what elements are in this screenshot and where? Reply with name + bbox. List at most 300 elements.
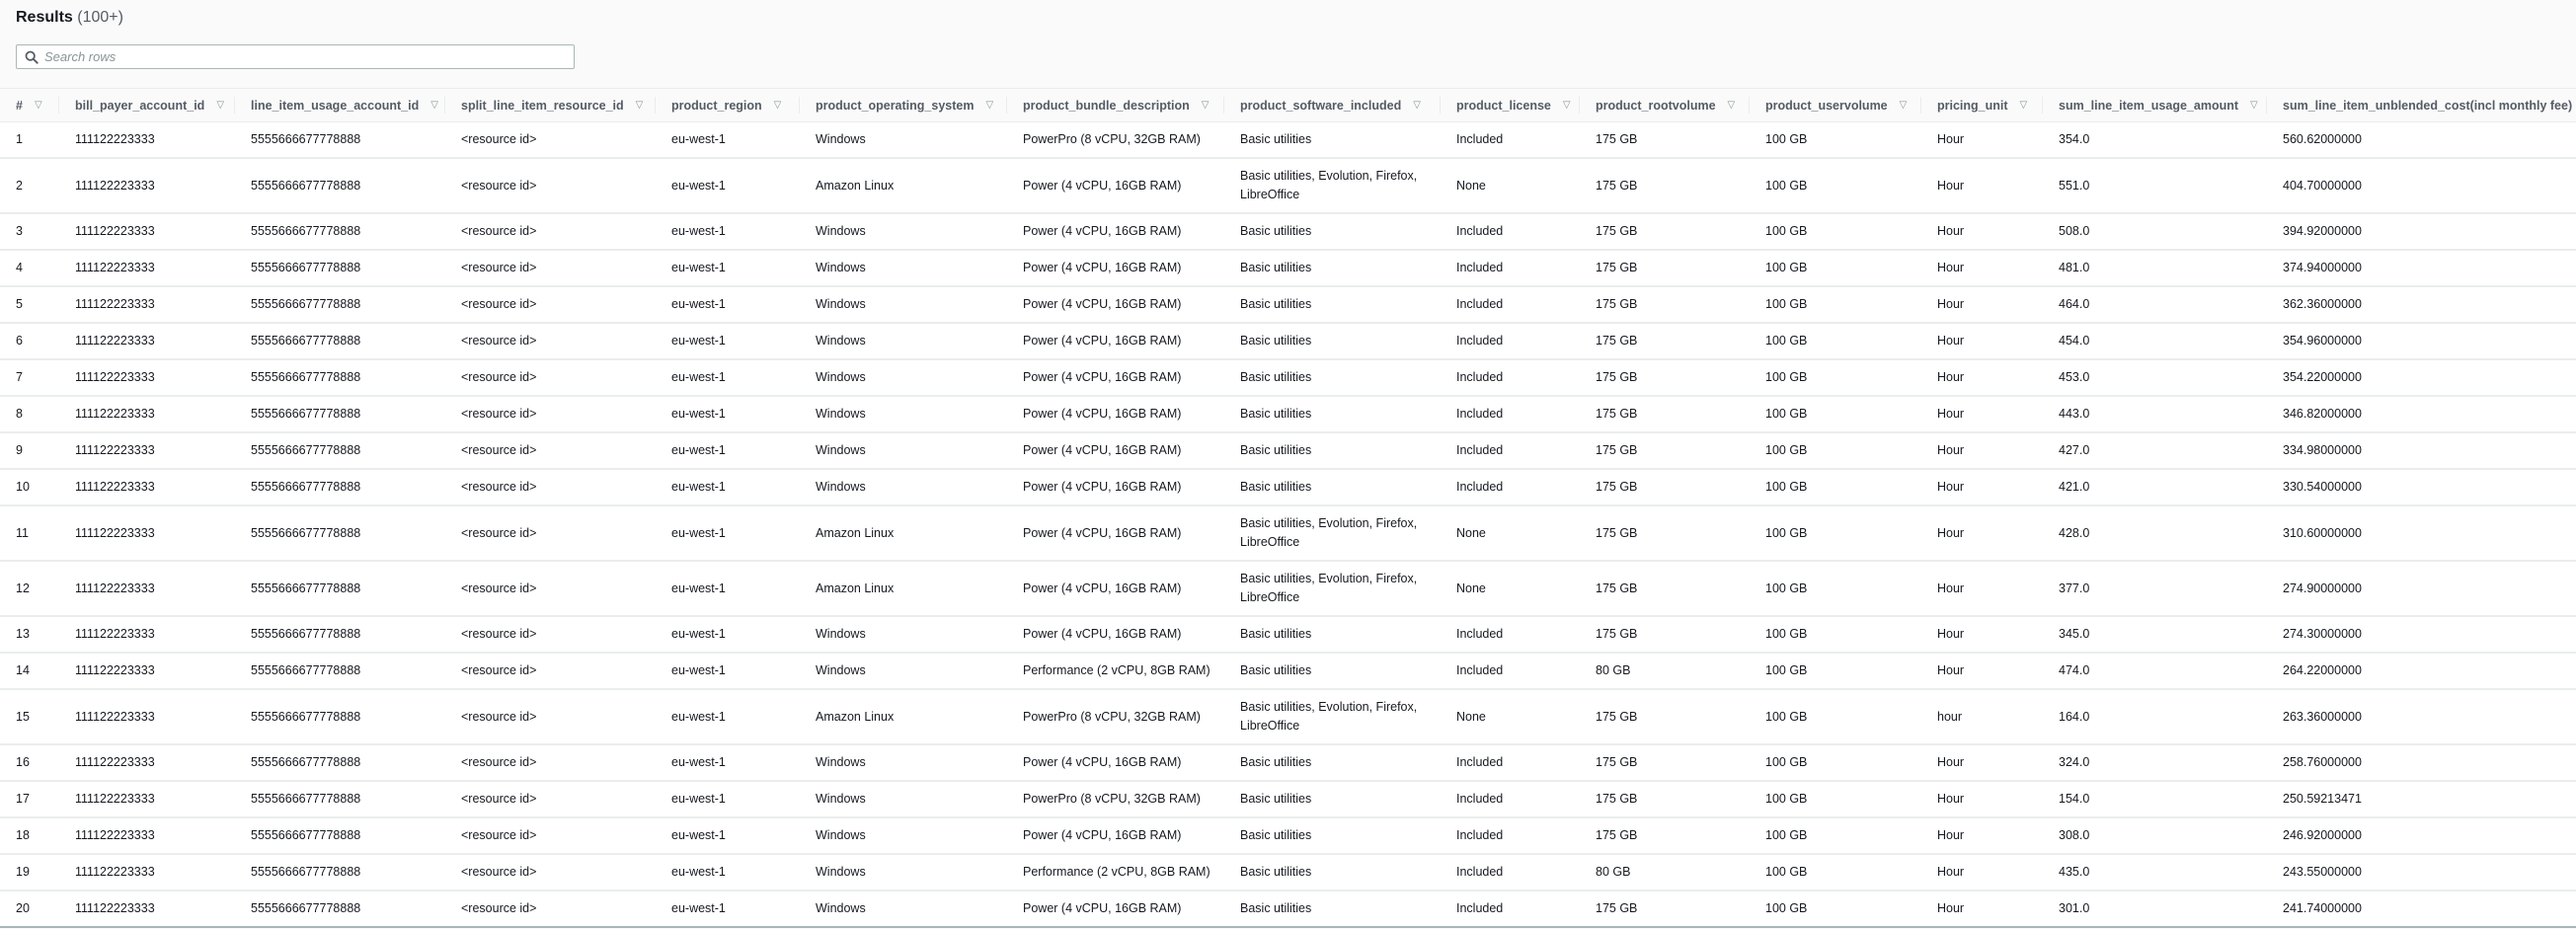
table-cell [1921, 653, 2043, 689]
table-cell [1224, 250, 1441, 286]
cell-value: 19 [16, 865, 30, 879]
table-cell [1750, 744, 1921, 781]
cell-value: PowerPro (8 vCPU, 32GB RAM) [1023, 792, 1201, 806]
cell-value: 345.0 [2059, 627, 2090, 641]
cell-value: 12 [16, 581, 30, 595]
table-cell [1750, 653, 1921, 689]
search-rows-input[interactable] [44, 49, 574, 64]
cell-value: eu-west-1 [671, 755, 726, 769]
table-row[interactable] [0, 432, 2576, 469]
results-title [16, 8, 123, 28]
cell-value: 175 GB [1596, 581, 1638, 595]
table-cell [800, 505, 1007, 561]
column-header[interactable] [2267, 89, 2576, 122]
table-cell [0, 469, 59, 505]
cell-value: Amazon Linux [816, 525, 895, 540]
table-cell [1750, 323, 1921, 359]
cell-value: eu-west-1 [671, 334, 726, 348]
table-row[interactable] [0, 744, 2576, 781]
cell-value: 111122223333 [75, 792, 155, 806]
column-header-inner [2283, 99, 2576, 113]
cell-value: Included [1456, 792, 1504, 806]
table-cell [59, 286, 235, 323]
cell-value: 346.82000000 [2283, 407, 2362, 421]
column-header[interactable] [1580, 89, 1750, 122]
table-cell [656, 286, 800, 323]
table-cell [2267, 854, 2576, 890]
column-header[interactable] [59, 89, 235, 122]
cell-value: Included [1456, 627, 1504, 641]
cell-value: Windows [816, 480, 866, 494]
sort-triangle-icon[interactable]: ▽ [635, 100, 644, 111]
table-cell [1750, 689, 1921, 744]
table-row[interactable] [0, 781, 2576, 817]
sort-triangle-icon[interactable]: ▽ [1562, 100, 1571, 111]
table-cell [1750, 359, 1921, 396]
table-cell [1580, 213, 1750, 250]
table-row[interactable] [0, 158, 2576, 213]
cell-value: eu-west-1 [671, 370, 726, 384]
table-cell [59, 781, 235, 817]
sort-triangle-icon[interactable]: ▽ [1413, 100, 1421, 111]
cell-value: 164.0 [2059, 709, 2090, 724]
cell-value: 394.92000000 [2283, 224, 2362, 238]
cell-value: 481.0 [2059, 261, 2090, 274]
cell-value: None [1456, 581, 1486, 595]
cell-value: Included [1456, 901, 1504, 915]
table-cell [1224, 359, 1441, 396]
cell-value: None [1456, 709, 1486, 724]
table-cell [2043, 250, 2267, 286]
column-header[interactable] [656, 89, 800, 122]
table-cell [1580, 689, 1750, 744]
cell-value: eu-west-1 [671, 178, 726, 193]
cell-value: Windows [816, 297, 866, 311]
table-cell [2043, 689, 2267, 744]
table-cell [1007, 286, 1224, 323]
cell-value: 111122223333 [75, 224, 155, 238]
table-cell [235, 250, 445, 286]
cell-value: 334.98000000 [2283, 443, 2362, 457]
table-cell [59, 505, 235, 561]
table-cell [1441, 213, 1580, 250]
column-header[interactable] [1007, 89, 1224, 122]
cell-value: 111122223333 [75, 865, 155, 879]
table-cell [1224, 122, 1441, 159]
table-cell [800, 286, 1007, 323]
column-header[interactable] [1441, 89, 1580, 122]
table-cell [800, 781, 1007, 817]
table-cell [235, 781, 445, 817]
table-row[interactable] [0, 505, 2576, 561]
cell-value: <resource id> [461, 663, 537, 677]
column-header-label: split_line_item_resource_id [461, 98, 624, 113]
table-cell [2267, 689, 2576, 744]
column-header[interactable] [1224, 89, 1441, 122]
column-header[interactable] [1921, 89, 2043, 122]
cell-value: Basic utilities [1240, 224, 1312, 238]
table-cell [1224, 781, 1441, 817]
table-row[interactable] [0, 359, 2576, 396]
cell-value: 5555666677778888 [251, 178, 361, 193]
cell-value: 111122223333 [75, 178, 155, 193]
table-cell [235, 744, 445, 781]
cell-value: 154.0 [2059, 792, 2090, 806]
cell-value: 111122223333 [75, 828, 155, 842]
table-cell [1750, 781, 1921, 817]
sort-triangle-icon[interactable]: ▽ [216, 100, 225, 111]
cell-value: 5555666677778888 [251, 627, 361, 641]
table-cell [1224, 505, 1441, 561]
table-cell [800, 250, 1007, 286]
cell-value: Included [1456, 334, 1504, 348]
table-cell [1441, 122, 1580, 159]
table-cell [1580, 781, 1750, 817]
column-header-inner [1596, 99, 1750, 113]
sort-triangle-icon[interactable]: ▽ [1201, 100, 1210, 111]
table-cell [59, 213, 235, 250]
column-header[interactable] [0, 89, 59, 122]
cell-value: 175 GB [1596, 828, 1638, 842]
column-header[interactable] [445, 89, 656, 122]
table-cell [0, 286, 59, 323]
cell-value: 274.90000000 [2283, 581, 2362, 595]
table-cell [445, 561, 656, 616]
table-cell [2043, 653, 2267, 689]
column-header-label: product_license [1456, 98, 1551, 113]
sort-triangle-icon[interactable]: ▽ [34, 100, 42, 111]
table-cell [1224, 616, 1441, 653]
table-cell [1441, 359, 1580, 396]
table-row[interactable] [0, 323, 2576, 359]
table-cell [1921, 781, 2043, 817]
table-cell [656, 781, 800, 817]
cell-value: 100 GB [1765, 709, 1808, 724]
search-rows-field[interactable] [16, 44, 575, 69]
table-cell [1007, 653, 1224, 689]
table-cell [800, 616, 1007, 653]
table-cell [59, 689, 235, 744]
cell-value: Basic utilities, Evolution, Firefox, LibreOffice [1240, 572, 1418, 604]
cell-value: Power (4 vCPU, 16GB RAM) [1023, 901, 1182, 915]
table-cell [800, 432, 1007, 469]
cell-value: <resource id> [461, 261, 537, 274]
table-cell [59, 122, 235, 159]
table-cell [235, 359, 445, 396]
table-cell [2267, 250, 2576, 286]
table-cell [2267, 817, 2576, 854]
cell-value: None [1456, 178, 1486, 193]
cell-value: eu-west-1 [671, 525, 726, 540]
table-cell [1441, 744, 1580, 781]
table-cell [445, 616, 656, 653]
table-cell [445, 286, 656, 323]
cell-value: 464.0 [2059, 297, 2090, 311]
table-cell [1921, 122, 2043, 159]
cell-value: 175 GB [1596, 370, 1638, 384]
table-cell [1224, 689, 1441, 744]
table-cell [0, 890, 59, 926]
table-cell [1580, 250, 1750, 286]
table-cell [1580, 653, 1750, 689]
sort-triangle-icon[interactable]: ▽ [1899, 100, 1908, 111]
table-cell [1921, 561, 2043, 616]
table-cell [1441, 250, 1580, 286]
sort-triangle-icon[interactable]: ▽ [1727, 100, 1736, 111]
cell-value: 15 [16, 709, 30, 724]
cell-value: Hour [1937, 525, 1965, 540]
table-row[interactable] [0, 689, 2576, 744]
cell-value: 9 [16, 443, 23, 457]
cell-value: eu-west-1 [671, 627, 726, 641]
table-cell [235, 469, 445, 505]
cell-value: 5555666677778888 [251, 334, 361, 348]
cell-value: <resource id> [461, 627, 537, 641]
cell-value: Performance (2 vCPU, 8GB RAM) [1023, 663, 1210, 677]
cell-value: Windows [816, 132, 866, 146]
cell-value: <resource id> [461, 709, 537, 724]
cell-value: Basic utilities [1240, 792, 1312, 806]
sort-triangle-icon[interactable]: ▽ [773, 100, 782, 111]
cell-value: 111122223333 [75, 755, 155, 769]
table-cell [1750, 561, 1921, 616]
cell-value: <resource id> [461, 901, 537, 915]
table-cell [800, 122, 1007, 159]
table-cell [1580, 323, 1750, 359]
column-header-label: # [16, 98, 23, 113]
cell-value: PowerPro (8 vCPU, 32GB RAM) [1023, 709, 1201, 724]
table-row[interactable] [0, 286, 2576, 323]
table-cell [235, 561, 445, 616]
sort-triangle-icon[interactable]: ▽ [2019, 100, 2028, 111]
cell-value: Basic utilities [1240, 132, 1312, 146]
table-cell [1224, 854, 1441, 890]
cell-value: Power (4 vCPU, 16GB RAM) [1023, 581, 1182, 595]
table-cell [2043, 817, 2267, 854]
table-row[interactable] [0, 653, 2576, 689]
cell-value: 100 GB [1765, 480, 1808, 494]
column-header-inner [251, 99, 445, 113]
cell-value: 100 GB [1765, 901, 1808, 915]
table-cell [2043, 469, 2267, 505]
cell-value: <resource id> [461, 178, 537, 193]
table-cell [1007, 213, 1224, 250]
cell-value: Hour [1937, 178, 1965, 193]
table-row[interactable] [0, 213, 2576, 250]
table-row[interactable] [0, 890, 2576, 926]
table-cell [0, 359, 59, 396]
table-row[interactable] [0, 396, 2576, 432]
column-header-inner [16, 99, 59, 113]
cell-value: Basic utilities [1240, 297, 1312, 311]
table-body [0, 122, 2576, 927]
table-cell [2267, 432, 2576, 469]
cell-value: <resource id> [461, 224, 537, 238]
cell-value: eu-west-1 [671, 443, 726, 457]
cell-value: <resource id> [461, 334, 537, 348]
table-cell [1007, 781, 1224, 817]
table-cell [2043, 744, 2267, 781]
table-cell [1007, 250, 1224, 286]
cell-value: Power (4 vCPU, 16GB RAM) [1023, 407, 1182, 421]
table-cell [800, 817, 1007, 854]
table-cell [1750, 286, 1921, 323]
table-cell [1921, 250, 2043, 286]
table-cell [1007, 890, 1224, 926]
table-cell [2043, 158, 2267, 213]
table-cell [235, 122, 445, 159]
table-cell [2267, 890, 2576, 926]
cell-value: Windows [816, 443, 866, 457]
table-cell [656, 854, 800, 890]
table-cell [2043, 854, 2267, 890]
column-header-label: product_software_included [1240, 98, 1402, 113]
cell-value: 111122223333 [75, 443, 155, 457]
cell-value: None [1456, 525, 1486, 540]
cell-value: 175 GB [1596, 334, 1638, 348]
table-row[interactable] [0, 561, 2576, 616]
table-cell [59, 158, 235, 213]
table-row[interactable] [0, 250, 2576, 286]
table-cell [2043, 561, 2267, 616]
cell-value: 2 [16, 178, 23, 193]
table-cell [235, 689, 445, 744]
cell-value: 100 GB [1765, 865, 1808, 879]
table-cell [656, 561, 800, 616]
table-cell [1441, 817, 1580, 854]
table-cell [1921, 286, 2043, 323]
table-cell [1921, 469, 2043, 505]
cell-value: Hour [1937, 407, 1965, 421]
table-row[interactable] [0, 616, 2576, 653]
table-cell [1441, 561, 1580, 616]
table-cell [1580, 561, 1750, 616]
table-row[interactable] [0, 854, 2576, 890]
table-cell [1007, 854, 1224, 890]
column-header-label: pricing_unit [1937, 98, 2008, 113]
table-cell [0, 817, 59, 854]
table-cell [1007, 469, 1224, 505]
sort-triangle-icon[interactable]: ▽ [985, 100, 994, 111]
column-header-label: line_item_usage_account_id [251, 98, 420, 113]
cell-value: 301.0 [2059, 901, 2090, 915]
column-header[interactable] [800, 89, 1007, 122]
cell-value: Hour [1937, 297, 1965, 311]
table-cell [0, 396, 59, 432]
cell-value: 3 [16, 224, 23, 238]
cell-value: 5555666677778888 [251, 480, 361, 494]
sort-triangle-icon[interactable]: ▽ [2250, 100, 2258, 111]
cell-value: 1 [16, 132, 23, 146]
column-header[interactable] [1750, 89, 1921, 122]
table-cell [1007, 561, 1224, 616]
table-cell [235, 817, 445, 854]
table-cell [445, 359, 656, 396]
table-row[interactable] [0, 122, 2576, 159]
cell-value: Power (4 vCPU, 16GB RAM) [1023, 525, 1182, 540]
table-cell [235, 890, 445, 926]
table-cell [2043, 890, 2267, 926]
table-cell [800, 689, 1007, 744]
table-cell [445, 158, 656, 213]
column-header-inner [1240, 99, 1441, 113]
cell-value: 8 [16, 407, 23, 421]
table-cell [2267, 781, 2576, 817]
table-cell [1580, 744, 1750, 781]
table-cell [1921, 616, 2043, 653]
table-cell [1750, 122, 1921, 159]
cell-value: 5 [16, 297, 23, 311]
table-cell [656, 158, 800, 213]
cell-value: Hour [1937, 581, 1965, 595]
cell-value: 100 GB [1765, 407, 1808, 421]
table-cell [0, 432, 59, 469]
cell-value: Hour [1937, 828, 1965, 842]
cell-value: 111122223333 [75, 663, 155, 677]
cell-value: 100 GB [1765, 261, 1808, 274]
table-cell [0, 505, 59, 561]
cell-value: 100 GB [1765, 370, 1808, 384]
column-header[interactable] [235, 89, 445, 122]
cell-value: <resource id> [461, 443, 537, 457]
column-header[interactable] [2043, 89, 2267, 122]
table-cell [656, 744, 800, 781]
table-cell [445, 817, 656, 854]
table-cell [235, 286, 445, 323]
cell-value: Windows [816, 901, 866, 915]
table-row[interactable] [0, 817, 2576, 854]
table-cell [1007, 122, 1224, 159]
table-cell [445, 323, 656, 359]
table-cell [1750, 817, 1921, 854]
cell-value: eu-west-1 [671, 581, 726, 595]
table-row[interactable] [0, 469, 2576, 505]
cell-value: 5555666677778888 [251, 443, 361, 457]
table-cell [2267, 561, 2576, 616]
sort-triangle-icon[interactable]: ▽ [430, 100, 438, 111]
table-cell [800, 744, 1007, 781]
cell-value: <resource id> [461, 581, 537, 595]
cell-value: 100 GB [1765, 132, 1808, 146]
cell-value: 111122223333 [75, 525, 155, 540]
table-cell [2043, 432, 2267, 469]
table-cell [1441, 653, 1580, 689]
cell-value: 175 GB [1596, 443, 1638, 457]
cell-value: eu-west-1 [671, 901, 726, 915]
table-cell [1441, 781, 1580, 817]
cell-value: Power (4 vCPU, 16GB RAM) [1023, 224, 1182, 238]
table-cell [2267, 396, 2576, 432]
cell-value: 111122223333 [75, 407, 155, 421]
table-cell [1580, 432, 1750, 469]
table-cell [1580, 854, 1750, 890]
table-cell [1580, 122, 1750, 159]
table-cell [1224, 469, 1441, 505]
table-cell [1441, 505, 1580, 561]
cell-value: 354.0 [2059, 132, 2090, 146]
cell-value: 16 [16, 755, 30, 769]
table-cell [1224, 561, 1441, 616]
column-header-inner [1765, 99, 1921, 113]
cell-value: 5555666677778888 [251, 865, 361, 879]
table-cell [1224, 286, 1441, 323]
cell-value: Included [1456, 297, 1504, 311]
table-cell [0, 323, 59, 359]
cell-value: Amazon Linux [816, 581, 895, 595]
cell-value: 111122223333 [75, 132, 155, 146]
cell-value: Basic utilities [1240, 828, 1312, 842]
table-cell [1750, 250, 1921, 286]
